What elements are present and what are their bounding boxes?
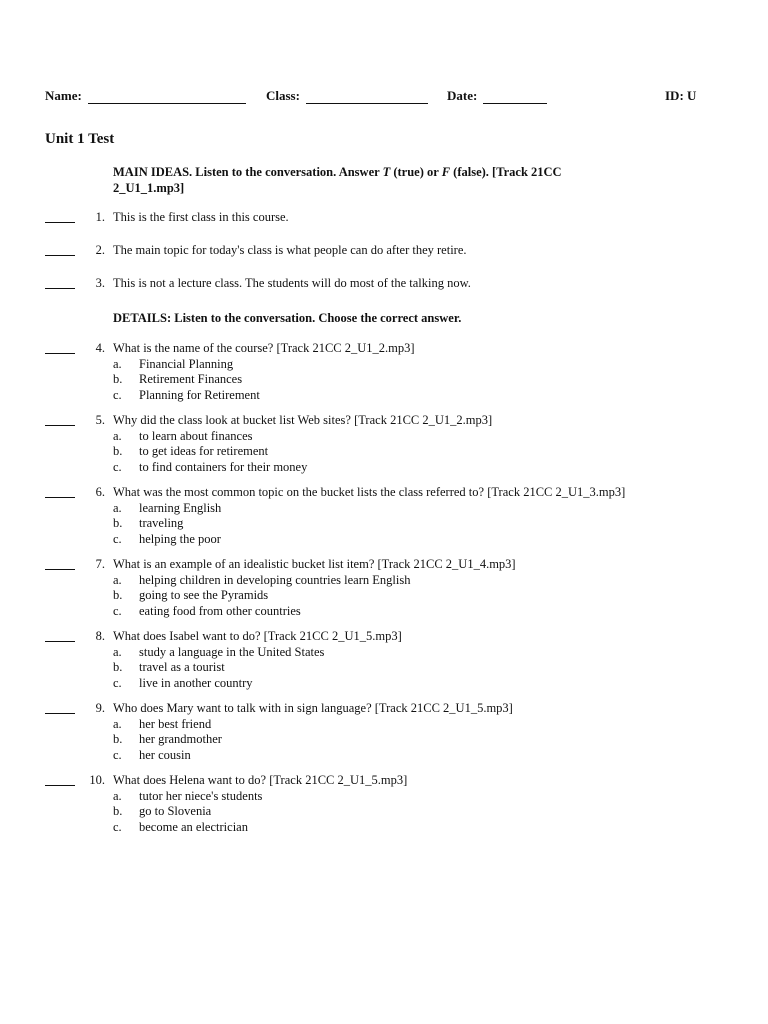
option-b[interactable] [113,372,242,388]
name-label: Name: [45,88,82,103]
true-letter: T [382,165,391,179]
option-text: eating food from other countries [139,603,301,618]
question-number: 3. [95,276,105,290]
option-letter: c. [113,675,122,690]
option-text: helping children in developing countries learn English [139,572,411,587]
question-text: What does Helena want to do? [Track 21CC 2_U1_5.mp3] [113,773,408,787]
option-letter: b. [113,732,123,746]
option-b[interactable] [113,444,268,460]
question-number: 1. [95,210,105,224]
option-b[interactable] [113,660,225,676]
option-text: become an electrician [139,819,248,834]
question-text: What does Isabel want to do? [Track 21CC 2_U1_5.mp3] [113,629,402,643]
mc-question [45,341,745,405]
id-field [665,88,696,104]
option-text: go to Slovenia [139,804,212,818]
main-ideas-text-a: MAIN IDEAS. Listen to the conversation. Answer [113,165,383,179]
option-c[interactable] [113,604,301,620]
option-b[interactable] [113,588,268,604]
mc-question [45,413,745,477]
option-text: her best friend [139,716,212,731]
answer-blank[interactable] [45,713,75,714]
question-number: 6. [95,485,105,499]
mc-question [45,773,745,837]
option-letter: b. [113,372,123,386]
main-ideas-text-b: (true) or [390,165,442,179]
option-a[interactable] [113,357,233,373]
option-letter: c. [113,459,122,474]
option-a[interactable] [113,789,262,805]
mc-question [45,701,745,765]
option-letter: a. [113,356,122,371]
main-ideas-text-c: (false). [Track 21CC [450,165,562,179]
option-text: Financial Planning [139,356,234,371]
option-a[interactable] [113,573,410,589]
option-c[interactable] [113,460,307,476]
date-blank[interactable] [483,91,547,104]
mc-question [45,629,745,693]
question-text: Who does Mary want to talk with in sign language? [Track 21CC 2_U1_5.mp3] [113,701,513,715]
question-text: What is the name of the course? [Track 21CC 2_U1_2.mp3] [113,341,415,355]
option-text: live in another country [139,675,253,690]
class-label: Class: [266,88,300,103]
name-field [45,88,246,104]
page-title: Unit 1 Test [45,131,115,147]
question-number: 7. [95,557,105,571]
option-text: her grandmother [139,732,222,746]
date-label: Date: [447,88,478,103]
option-text: to get ideas for retirement [139,444,269,458]
option-text: helping the poor [139,531,221,546]
option-letter: b. [113,516,123,530]
question-number: 8. [95,629,105,643]
answer-blank[interactable] [45,255,75,256]
option-b[interactable] [113,804,211,820]
option-c[interactable] [113,820,248,836]
option-a[interactable] [113,429,253,445]
option-letter: b. [113,588,123,602]
header [45,88,725,106]
option-b[interactable] [113,516,183,532]
option-letter: a. [113,716,122,731]
option-text: traveling [139,516,184,530]
answer-blank[interactable] [45,785,75,786]
option-a[interactable] [113,645,324,661]
option-a[interactable] [113,717,211,733]
option-letter: c. [113,387,122,402]
option-text: to learn about finances [139,428,253,443]
class-field [266,88,428,104]
option-letter: b. [113,660,123,674]
option-letter: b. [113,804,123,818]
class-blank[interactable] [306,91,428,104]
option-c[interactable] [113,388,260,404]
name-blank[interactable] [88,91,246,104]
option-letter: c. [113,531,122,546]
question-number: 4. [95,341,105,355]
option-text: study a language in the United States [139,644,325,659]
option-letter: b. [113,444,123,458]
question-text: This is the first class in this course. [113,210,289,224]
option-letter: a. [113,572,122,587]
false-letter: F [441,165,451,179]
question-text: This is not a lecture class. The students will do most of the talking now. [113,276,471,290]
answer-blank[interactable] [45,497,75,498]
question-number: 10. [89,773,105,787]
question-text: What was the most common topic on the bucket lists the class referred to? [Track 21CC 2_U1_3.mp3] [113,485,626,499]
option-letter: c. [113,747,122,762]
option-c[interactable] [113,676,253,692]
id-label: ID: U [665,88,697,103]
option-b[interactable] [113,732,222,748]
option-c[interactable] [113,532,221,548]
option-letter: a. [113,788,122,803]
question-text: Why did the class look at bucket list Web sites? [Track 21CC 2_U1_2.mp3] [113,413,493,427]
mc-question [45,485,745,549]
question-text: What is an example of an idealistic bucket list item? [Track 21CC 2_U1_4.mp3] [113,557,516,571]
mc-question [45,557,745,621]
answer-blank[interactable] [45,641,75,642]
details-heading: DETAILS: Listen to the conversation. Choose the correct answer. [113,311,462,325]
answer-blank[interactable] [45,569,75,570]
question-number: 5. [95,413,105,427]
option-text: her cousin [139,747,191,762]
option-letter: c. [113,603,122,618]
option-text: to find containers for their money [139,459,308,474]
question-number: 2. [95,243,105,257]
main-ideas-text-line2: 2_U1_1.mp3] [113,181,185,195]
option-text: Retirement Finances [139,372,243,386]
option-text: going to see the Pyramids [139,588,269,602]
answer-blank[interactable] [45,425,75,426]
question-number: 9. [95,701,105,715]
option-text: tutor her niece's students [139,788,263,803]
option-letter: c. [113,819,122,834]
option-letter: a. [113,500,122,515]
date-field [447,88,547,104]
question-text: The main topic for today's class is what people can do after they retire. [113,243,467,257]
option-text: learning English [139,500,222,515]
main-ideas-heading [113,164,673,196]
option-text: Planning for Retirement [139,387,260,402]
option-a[interactable] [113,501,221,517]
option-letter: a. [113,428,122,443]
answer-blank[interactable] [45,353,75,354]
answer-blank[interactable] [45,222,75,223]
option-text: travel as a tourist [139,660,225,674]
option-letter: a. [113,644,122,659]
option-c[interactable] [113,748,191,764]
answer-blank[interactable] [45,288,75,289]
